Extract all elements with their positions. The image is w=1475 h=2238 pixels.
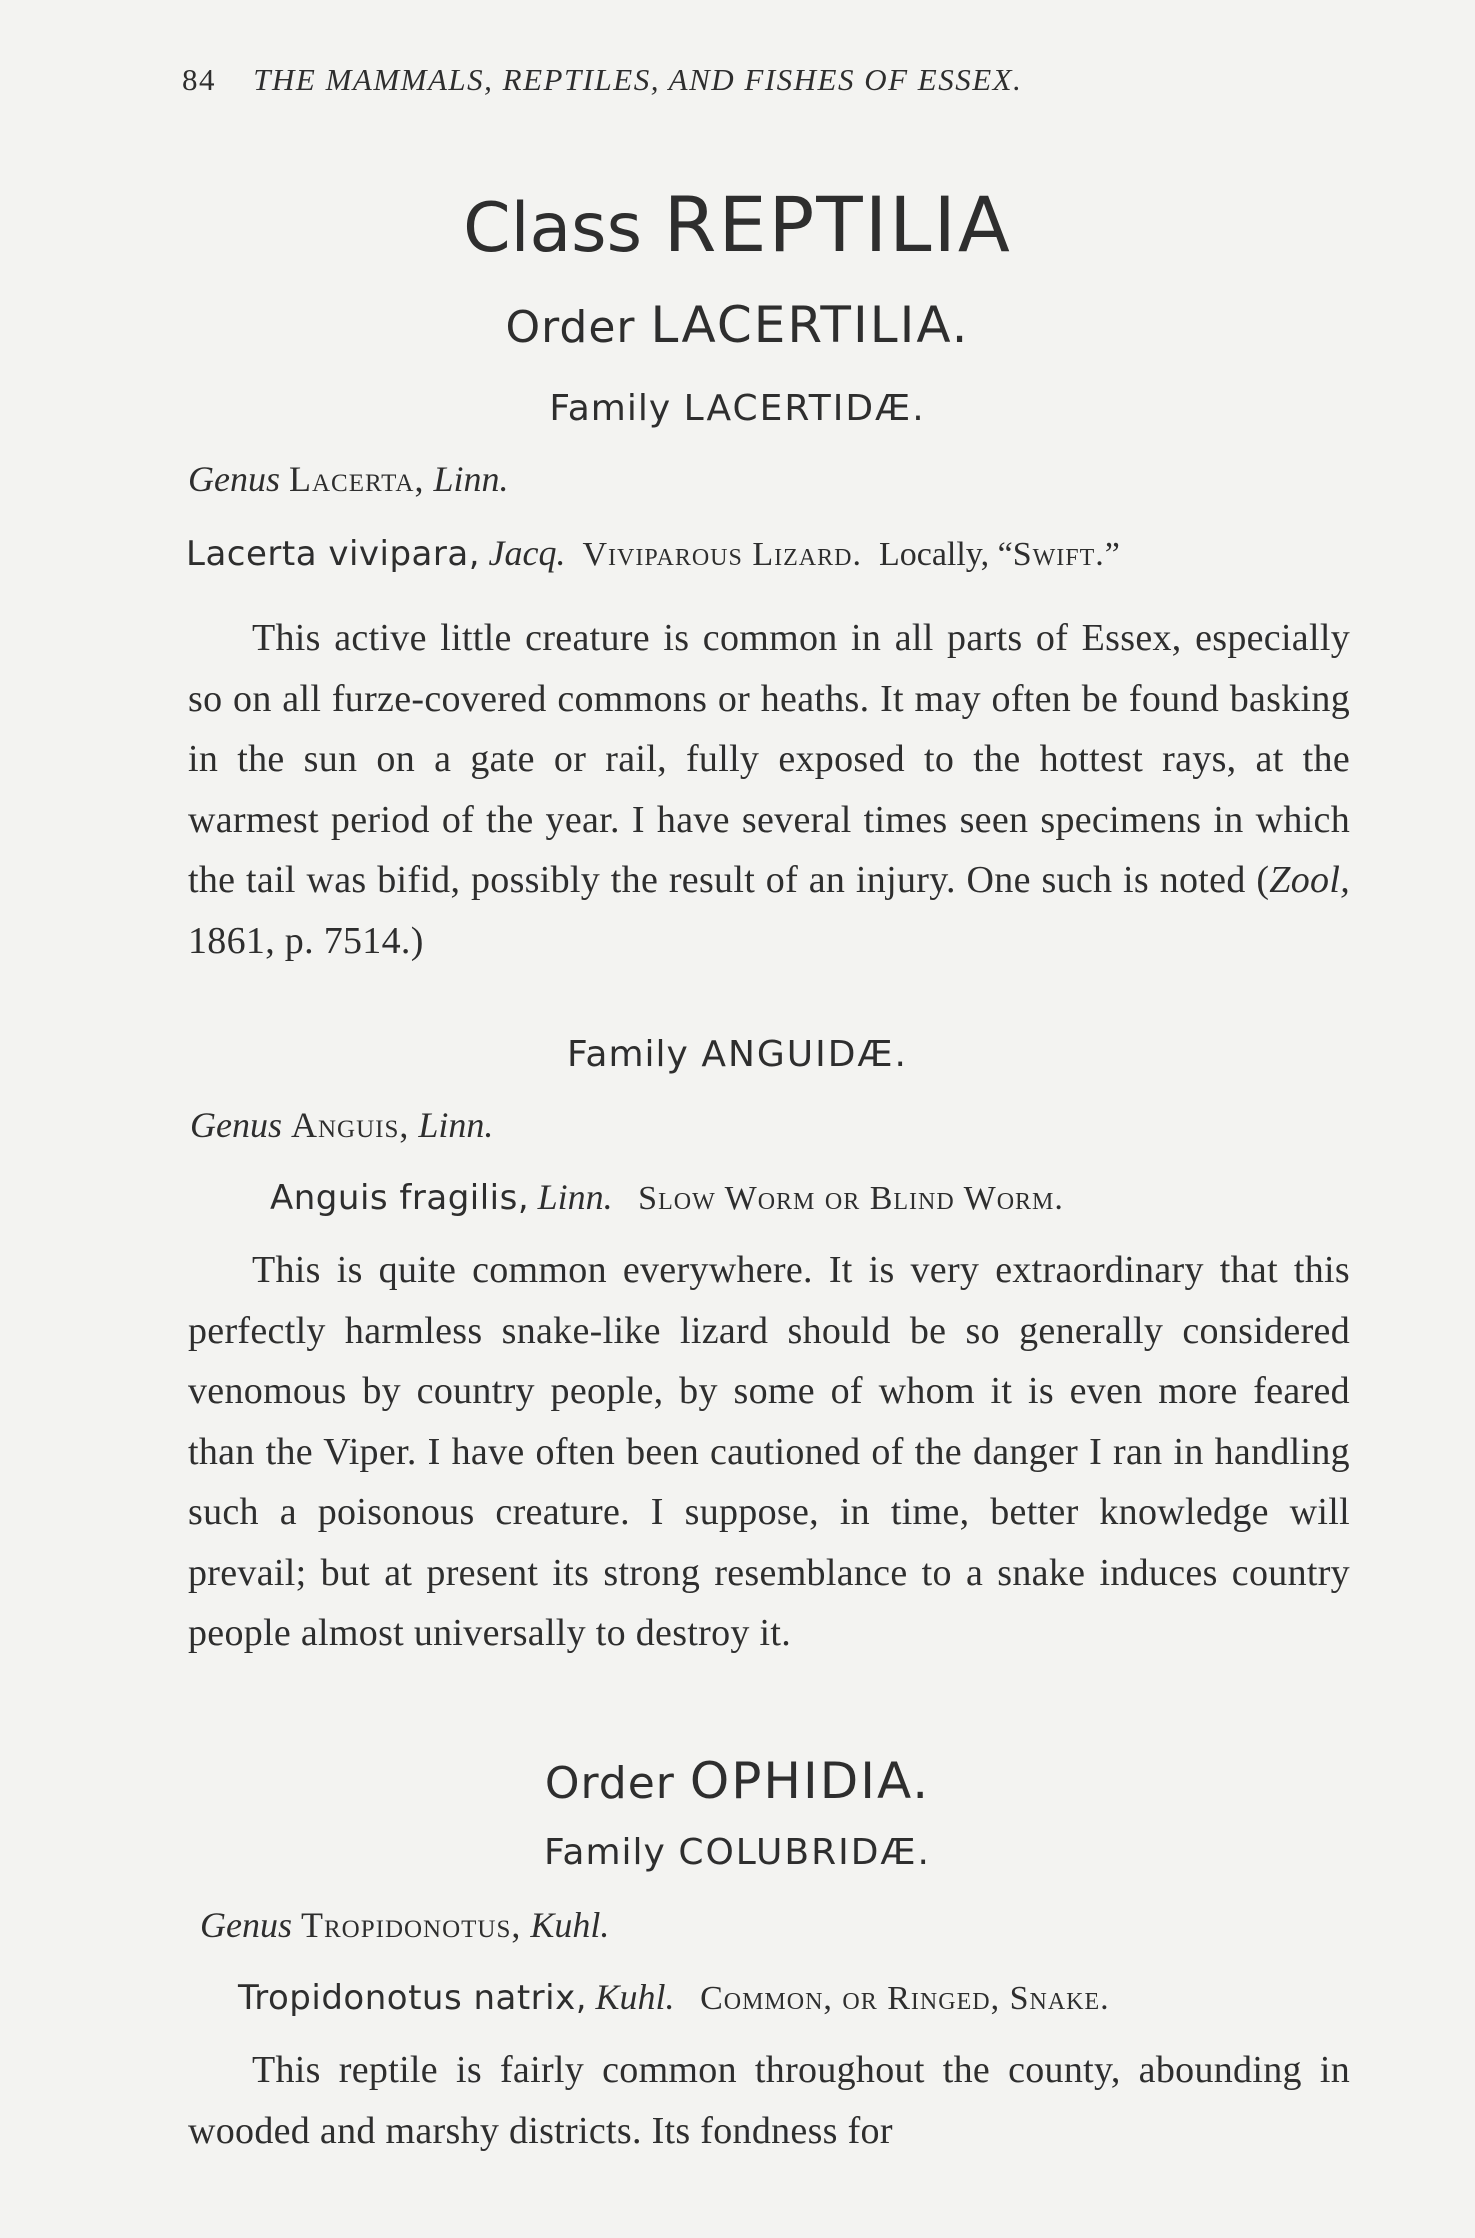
species-name: Lacerta vivipara, [186, 534, 481, 574]
species-authority: Linn. [537, 1177, 613, 1217]
species-heading-tropidonotus-natrix [238, 1976, 1110, 2018]
class-prefix: Class [463, 189, 643, 268]
class-heading [0, 180, 1475, 269]
family-name: LACERTIDÆ. [683, 388, 926, 429]
paragraph-text: This active little creature is common in all parts of Essex, especially so on all furze-covered commons or heaths. It may often be found basking in the sun on a gate or rail, fully exposed to the hottest rays, at the warmest period of the year. I have several times seen specimens in which the tail was bifid, possibly the result of an injury. One such is noted ( [188, 617, 1350, 901]
book-title: THE MAMMALS, REPTILES, AND FISHES OF ESSEX. [253, 62, 1023, 97]
paragraph-text: This is quite common everywhere. It is very extraordinary that this perfectly harmless snake-like lizard should be so generally considered venomous by country people, by some of whom it is even more feared than the Viper. I have often been cautioned of the danger I ran in handling such a poisonous creature. I suppose, in time, better knowledge will prevail; but at present its strong resemblance to a snake induces country people almost universally to destroy it. [188, 1249, 1350, 1654]
paragraph-lacerta [188, 608, 1350, 971]
genus-authority: Linn. [433, 459, 509, 499]
genus-authority: Linn. [418, 1105, 494, 1145]
family-heading-anguidae [0, 1034, 1475, 1075]
family-heading-colubridae [0, 1832, 1475, 1873]
genus-heading-anguis [190, 1104, 493, 1146]
species-authority: Jacq. [488, 533, 566, 573]
class-name: REPTILIA [663, 180, 1012, 269]
family-name: ANGUIDÆ. [701, 1034, 908, 1075]
genus-heading-tropidonotus [200, 1904, 609, 1946]
common-name: Common, or Ringed, Snake. [700, 1980, 1110, 2017]
genus-prefix: Genus [188, 459, 280, 499]
family-prefix: Family [549, 388, 672, 429]
family-prefix: Family [544, 1832, 666, 1873]
genus-prefix: Genus [190, 1105, 282, 1145]
paragraph-text-end: 1861, p. 7514.) [188, 919, 424, 962]
genus-name: Anguis, [291, 1105, 410, 1145]
paragraph-anguis [188, 1240, 1350, 1664]
common-name: Viviparous Lizard. [582, 536, 862, 573]
citation: Zool, [1269, 859, 1350, 901]
paragraph-tropidonotus [188, 2040, 1350, 2161]
order-name: OPHIDIA. [689, 1752, 931, 1810]
species-authority: Kuhl. [595, 1977, 675, 2017]
genus-prefix: Genus [200, 1905, 292, 1945]
common-name: Slow Worm or Blind Worm. [638, 1180, 1064, 1217]
running-head [182, 62, 1022, 98]
species-heading-lacerta-vivipara [186, 532, 1120, 574]
species-heading-anguis-fragilis [270, 1176, 1064, 1218]
paragraph-text: This reptile is fairly common throughout the county, abounding in wooded and marshy districts. Its fondness for [188, 2049, 1350, 2152]
page-number: 84 [182, 62, 216, 97]
species-name: Tropidonotus natrix, [238, 1978, 588, 2018]
species-name: Anguis fragilis, [270, 1178, 530, 1218]
order-prefix: Order [544, 1758, 675, 1809]
order-heading-ophidia [0, 1752, 1475, 1810]
family-prefix: Family [567, 1034, 689, 1075]
genus-name: Tropidonotus, [301, 1905, 522, 1945]
local-prefix: Locally, “ [878, 536, 1013, 573]
family-name: COLUBRIDÆ. [678, 1832, 931, 1873]
genus-authority: Kuhl. [530, 1905, 610, 1945]
genus-name: Lacerta, [289, 459, 425, 499]
order-heading-lacertilia [0, 296, 1475, 354]
local-name: Swift. [1012, 536, 1105, 573]
family-heading-lacertidae [0, 388, 1475, 429]
local-suffix: ” [1104, 536, 1120, 573]
genus-heading-lacerta [188, 458, 509, 500]
order-name: LACERTILIA. [650, 296, 970, 354]
order-prefix: Order [505, 302, 636, 353]
